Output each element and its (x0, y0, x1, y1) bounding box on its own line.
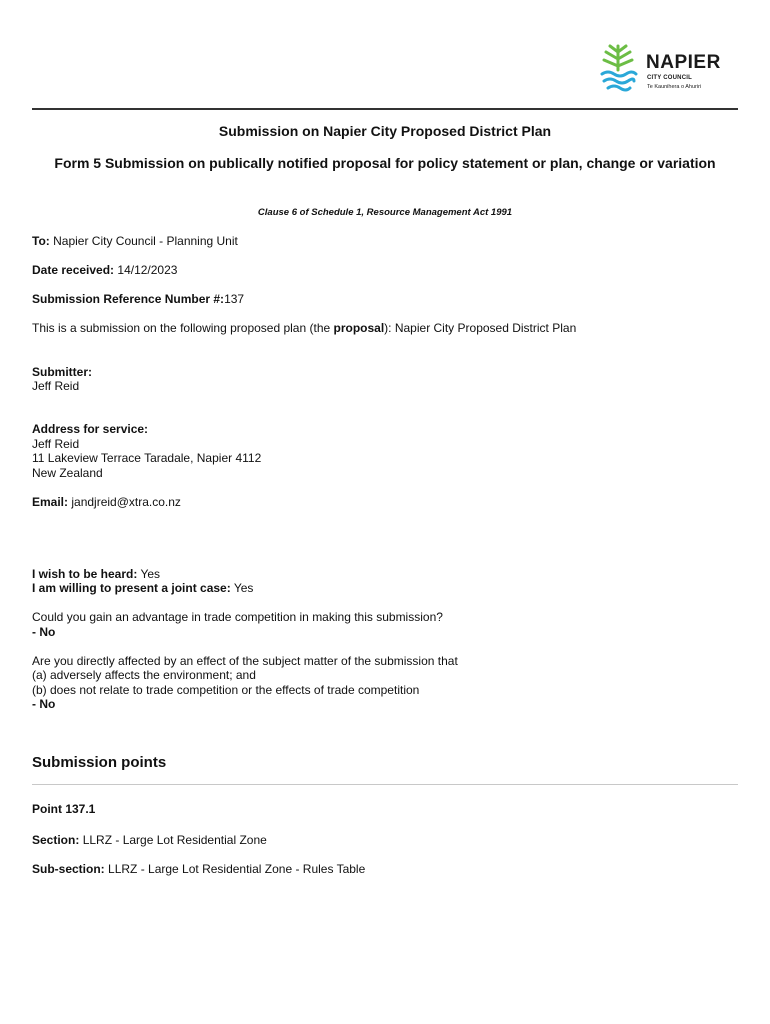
reference-number-value: 137 (224, 292, 245, 306)
joint-case-value: Yes (233, 581, 254, 595)
email-label: Email: (32, 495, 69, 509)
directly-affected-question: Are you directly affected by an effect of the subject matter of the submission that (32, 654, 458, 668)
napier-city-council-logo (598, 44, 728, 96)
date-received-value: 14/12/2023 (117, 263, 178, 277)
date-received-label: Date received: (32, 263, 115, 277)
reference-number-line (32, 292, 244, 307)
point-number: Point 137.1 (32, 802, 96, 816)
form-title: Form 5 Submission on publically notified proposal for policy statement or plan, change or variation (54, 155, 716, 171)
directly-affected-criterion-a: (a) adversely affects the environment; and (32, 668, 256, 682)
proposal-text-pre: This is a submission on the following proposed plan (the (32, 321, 334, 335)
logo-maori-name: Te Kaunihera o Ahuriri (647, 84, 702, 90)
section-label: Section: (32, 833, 80, 847)
submitter-label: Submitter: (32, 365, 92, 379)
subsection-value: LLRZ - Large Lot Residential Zone - Rules Table (108, 862, 366, 876)
wish-to-be-heard-value: Yes (140, 567, 161, 581)
date-received-line (32, 263, 177, 278)
joint-case-line (32, 581, 253, 596)
submitter-name: Jeff Reid (32, 379, 80, 393)
address-name: Jeff Reid (32, 437, 80, 451)
clause-reference: Clause 6 of Schedule 1, Resource Management Act 1991 (257, 207, 513, 218)
directly-affected-answer: - No (32, 697, 56, 711)
reference-number-label: Submission Reference Number #: (32, 292, 225, 306)
wish-to-be-heard-label: I wish to be heard: (32, 567, 138, 581)
page-title: Submission on Napier City Proposed District Plan (218, 123, 552, 139)
subsection-line (32, 862, 365, 877)
trade-competition-answer: - No (32, 625, 56, 639)
email-line (32, 495, 181, 510)
to-value: Napier City Council - Planning Unit (53, 234, 238, 248)
logo-subtitle: CITY COUNCIL (647, 75, 692, 81)
address-line2: New Zealand (32, 466, 103, 480)
header-divider (32, 108, 738, 110)
to-line (32, 234, 238, 249)
address-label: Address for service: (32, 422, 149, 436)
napier-logo-icon (598, 44, 638, 94)
trade-competition-question: Could you gain an advantage in trade competition in making this submission? (32, 610, 443, 624)
joint-case-label: I am willing to present a joint case: (32, 581, 231, 595)
address-line1: 11 Lakeview Terrace Taradale, Napier 4112 (32, 451, 262, 465)
proposal-text-post: ): Napier City Proposed District Plan (384, 321, 577, 335)
submission-points-divider (32, 784, 738, 785)
submission-points-heading: Submission points (32, 754, 167, 771)
logo-name: NAPIER (646, 52, 721, 73)
wish-to-be-heard-line (32, 567, 160, 582)
proposal-text-bold: proposal (333, 321, 385, 335)
proposal-line (32, 321, 576, 336)
directly-affected-criterion-b: (b) does not relate to trade competition or the effects of trade competition (32, 683, 420, 697)
email-value: jandjreid@xtra.co.nz (71, 495, 181, 509)
subsection-label: Sub-section: (32, 862, 105, 876)
section-line (32, 833, 267, 848)
section-value: LLRZ - Large Lot Residential Zone (82, 833, 267, 847)
to-label: To: (32, 234, 50, 248)
